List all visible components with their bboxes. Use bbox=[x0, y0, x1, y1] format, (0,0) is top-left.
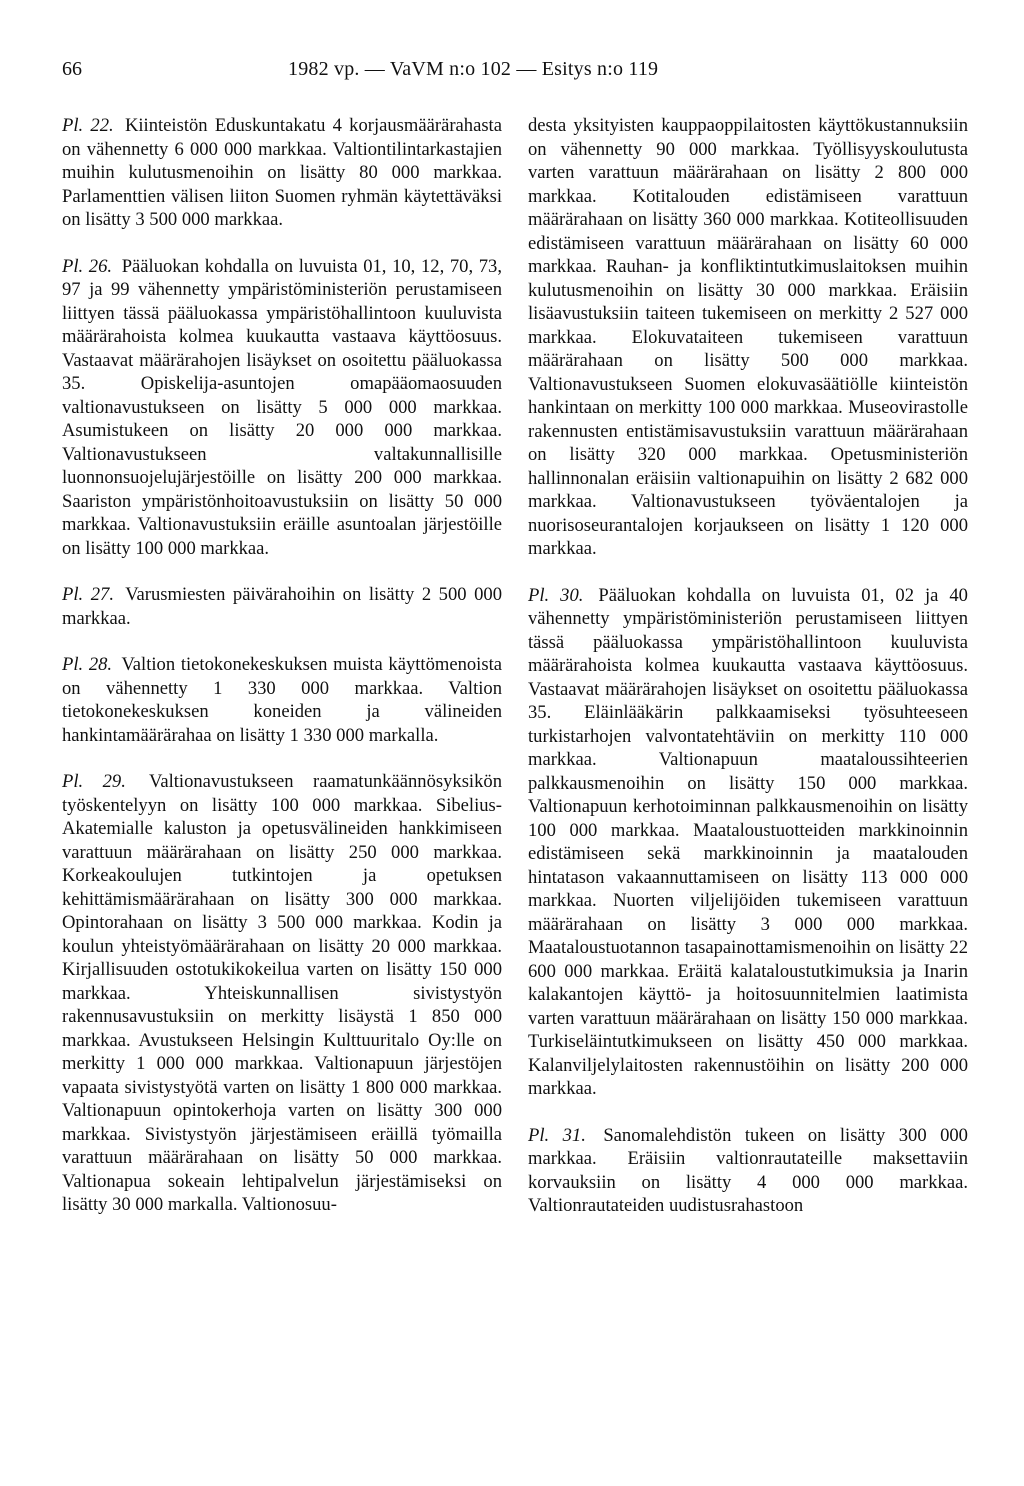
paragraph-text: Valtion tietokonekeskuksen muista käyttömenoista on vähennetty 1 330 000 markkaa. Valtion tietokonekeskuksen koneiden ja välineiden hankintamäärärahaa on lisätty 1 330 000 markalla. bbox=[62, 654, 502, 746]
paragraph-text: Kiinteistön Eduskuntakatu 4 korjausmäärärahasta on vähennetty 6 000 000 markkaa. Valtiontilintarkastajien muihin kulutusmenoihin on lisätty 80 000 markkaa. Parlamenttien välisen liiton Suomen ryhmän käytettäväksi on lisätty 3 500 000 markkaa. bbox=[62, 115, 502, 230]
paragraph-pl-29 bbox=[62, 770, 502, 1217]
paragraph-label: Pl. 31. bbox=[528, 1124, 586, 1146]
paragraph-text: desta yksityisten kauppaoppilaitosten käyttökustannuksiin on vähennetty 90 000 markkaa. Työllisyyskoulutusta varten varattuun määrärahaan on lisätty 2 800 000 markkaa. Kotitalouden edistämiseen varattuun määrärahaan on lisätty 360 000 markkaa. Kotiteollisuuden edistämiseen varattuun määrärahaan on lisätty 60 000 markkaa. Rauhan- ja konfliktintutkimuslaitoksen muihin kulutusmenoihin on lisätty 30 000 markkaa. Eräisiin lisäavustuksiin taiteen tukemiseen on merkitty 2 527 000 markkaa. Elokuvataiteen tukemiseen varattuun määrärahaan on lisätty 500 000 markkaa. Valtionavustukseen Suomen elokuvasäätiölle kiinteistön hankintaan on merkitty 100 000 markkaa. Museovirastolle rakennusten entistämisavustuksiin varattuun määrärahaan on lisätty 320 000 markkaa. Opetusministeriön hallinnonalan eräisiin valtionapuihin on lisätty 2 682 000 markkaa. Valtionavustukseen työväentalojen ja nuorisoseurantalojen korjaukseen on lisätty 1 120 000 markkaa. bbox=[528, 115, 968, 559]
paragraph-text: Valtionavustukseen raamatunkäännösyksikön työskentelyyn on lisätty 100 000 markkaa. Sibelius-Akatemialle kaluston ja opetusvälineiden hankkimiseen varattuun määrärahaan on lisätty 250 000 markkaa. Korkeakoulujen tutkintojen ja opetuksen kehittämismäärärahaan on lisätty 300 000 markkaa. Opintorahaan on lisätty 3 500 000 markkaa. Kodin ja koulun yhteistyömäärärahaan on lisätty 20 000 markkaa. Kirjallisuuden ostotukikokeilua varten on lisätty 150 000 markkaa. Yhteiskunnallisen sivistystyön rakennusavustuksiin on merkitty lisäystä 1 850 000 markkaa. Avustukseen Helsingin Kulttuuritalo Oy:lle on merkitty 1 000 000 markkaa. Valtionapuun järjestöjen vapaata sivistystyötä varten on lisätty 1 800 000 markkaa. Valtionapuun opintokerhoja varten on lisätty 300 000 markkaa. Sivistystyön järjestämiseen eräillä työmailla varattuun määrärahaan on lisätty 50 000 markkaa. Valtionapua sokeain lehtipalvelun järjestämiseksi on lisätty 30 000 markalla. Valtionosuu- bbox=[62, 771, 502, 1215]
paragraph-pl-22 bbox=[62, 114, 502, 232]
page-number: 66 bbox=[62, 58, 82, 80]
right-column bbox=[528, 114, 968, 1241]
running-title: 1982 vp. — VaVM n:o 102 — Esitys n:o 119 bbox=[288, 58, 659, 80]
paragraph-pl-29-continued bbox=[528, 114, 968, 561]
paragraph-text: Pääluokan kohdalla on luvuista 01, 10, 12, 70, 73, 97 ja 99 vähennetty ympäristöministeriön perustamiseen liittyen tässä pääluokassa ympäristöhallintoon kuuluvista määrärahoista kolmea kuukautta vastaava käyttöosuus. Vastaavat määrärahojen lisäykset on osoitettu pääluokassa 35. Opiskelija-asuntojen omapääomaosuuden valtionavustukseen on lisätty 5 000 000 markkaa. Asumistukeen on lisätty 20 000 000 markkaa. Valtionavustukseen valtakunnallisille luonnonsuojelujärjestöille on lisätty 200 000 markkaa. Saariston ympäristönhoitoavustuksiin on lisätty 50 000 markkaa. Valtionavustuksiin eräille asuntoalan järjestöille on lisätty 100 000 markkaa. bbox=[62, 255, 502, 559]
paragraph-text: Varusmiesten päivärahoihin on lisätty 2 500 000 markkaa. bbox=[62, 584, 502, 629]
paragraph-label: Pl. 28. bbox=[62, 654, 113, 675]
paragraph-label: Pl. 30. bbox=[528, 584, 584, 606]
paragraph-label: Pl. 29. bbox=[62, 771, 126, 792]
paragraph-label: Pl. 27. bbox=[62, 584, 114, 605]
paragraph-pl-31 bbox=[528, 1124, 968, 1218]
paragraph-pl-28 bbox=[62, 653, 502, 747]
left-column bbox=[62, 114, 502, 1240]
paragraph-pl-27 bbox=[62, 583, 502, 630]
paragraph-label: Pl. 26. bbox=[62, 255, 113, 277]
paragraph-label: Pl. 22. bbox=[62, 115, 114, 136]
paragraph-pl-26 bbox=[62, 255, 502, 561]
paragraph-pl-30 bbox=[528, 584, 968, 1101]
paragraph-text: Sanomalehdistön tukeen on lisätty 300 000 markkaa. Eräisiin valtionrautateille maksettaviin korvauksiin on lisätty 4 000 000 markkaa. Valtionrautateiden uudistusrahastoon bbox=[528, 1124, 968, 1216]
page-header bbox=[62, 58, 968, 88]
paragraph-text: Pääluokan kohdalla on luvuista 01, 02 ja 40 vähennetty ympäristöministeriön perustamiseen liittyen tässä pääluokassa ympäristöhallintoon kuuluvista määrärahoista kolmea kuukautta vastaava käyttöosuus. Vastaavat määrärahojen lisäykset on osoitettu pääluokassa 35. Eläinlääkärin palkkaamiseksi työsuhteeseen turkistarhojen valvontatehtäviin on merkitty 110 000 markkaa. Valtionapuun maataloussihteerien palkkausmenoihin on lisätty 150 000 markkaa. Valtionapuun kerhotoiminnan palkkausmenoihin on lisätty 100 000 markkaa. Maataloustuotteiden markkinoinnin edistämiseen sekä markkinoinnin ja maatalouden hintatason vakaannuttamiseen on lisätty 113 000 000 markkaa. Nuorten viljelijöiden tukemiseen varattuun määrärahaan on lisätty 3 000 000 markkaa. Maataloustuotannon tasapainottamismenoihin on lisätty 22 600 000 markkaa. Eräitä kalataloustutkimuksia ja Inarin kalakantojen käyttö- ja hoitosuunnitelmien laatimista varten varattuun määrärahaan on lisätty 150 000 markkaa. Turkiseläintutkimukseen on lisätty 450 000 markkaa. Kalanviljelylaitosten rakennustöihin on lisätty 200 000 markkaa. bbox=[528, 584, 968, 1099]
